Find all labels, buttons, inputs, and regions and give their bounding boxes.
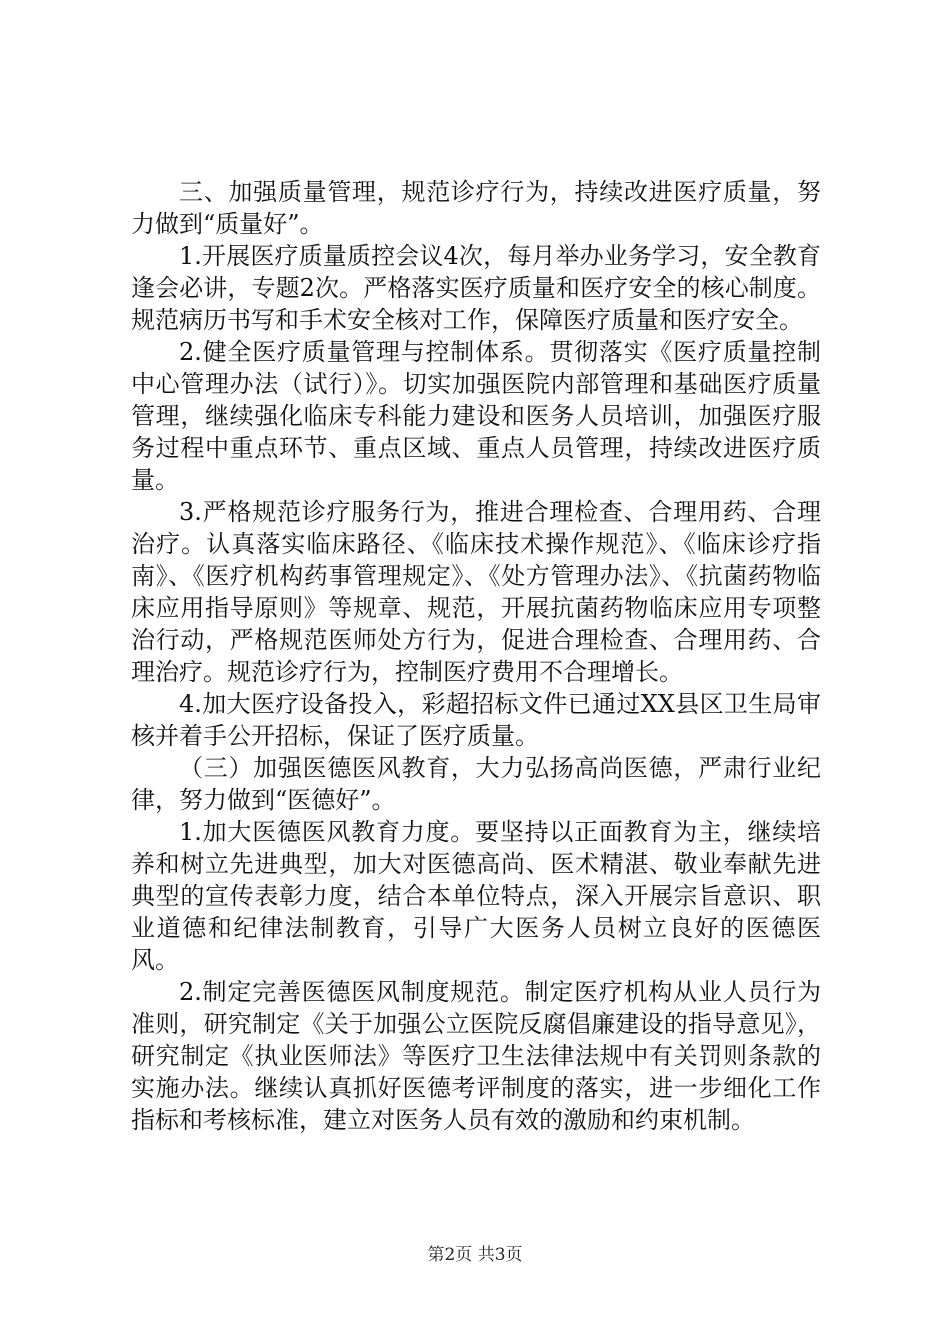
paragraph-quality-item-2: 2.健全医疗质量管理与控制体系。贯彻落实《医疗质量控制中心管理办法（试行）》。切实加强医院内部管理和基础医疗质量管理，继续强化临床专科能力建设和医务人员培训，加强医疗服务过程中重点环节、重点区域、重点人员管理，持续改进医疗质量。 bbox=[131, 338, 821, 494]
paragraph-ethics-item-1: 1.加大医德医风教育力度。要坚持以正面教育为主，继续培养和树立先进典型，加大对医德高尚、医术精湛、敬业奉献先进典型的宣传表彰力度，结合本单位特点，深入开展宗旨意识、职业道德和纪律法制教育，引导广大医务人员树立良好的医德医风。 bbox=[131, 818, 821, 974]
paragraph-quality-item-4: 4.加大医疗设备投入，彩超招标文件已通过XX县区卫生局审核并着手公开招标，保证了医疗质量。 bbox=[131, 690, 821, 750]
paragraph-quality-item-1: 1.开展医疗质量质控会议4次，每月举办业务学习，安全教育逢会必讲，专题2次。严格落实医疗质量和医疗安全的核心制度。规范病历书写和手术安全核对工作，保障医疗质量和医疗安全。 bbox=[131, 242, 821, 334]
section-heading-quality: 三、加强质量管理，规范诊疗行为，持续改进医疗质量，努力做到“质量好”。 bbox=[131, 178, 821, 238]
section-heading-ethics: （三）加强医德医风教育，大力弘扬高尚医德，严肃行业纪律，努力做到“医德好”。 bbox=[131, 754, 821, 814]
document-body bbox=[131, 176, 821, 1136]
paragraph-quality-item-3: 3.严格规范诊疗服务行为，推进合理检查、合理用药、合理治疗。认真落实临床路径、《临床技术操作规范》、《临床诊疗指南》、《医疗机构药事管理规定》、《处方管理办法》、《抗菌药物临床应用指导原则》等规章、规范，开展抗菌药物临床应用专项整治行动，严格规范医师处方行为，促进合理检查、合理用药、合理治疗。规范诊疗行为，控制医疗费用不合理增长。 bbox=[131, 498, 821, 686]
paragraph-ethics-item-2: 2.制定完善医德医风制度规范。制定医疗机构从业人员行为准则，研究制定《关于加强公立医院反腐倡廉建设的指导意见》，研究制定《执业医师法》等医疗卫生法律法规中有关罚则条款的实施办法。继续认真抓好医德考评制度的落实，进一步细化工作指标和考核标准，建立对医务人员有效的激励和约束机制。 bbox=[131, 978, 821, 1134]
page-number-footer: 第2页 共3页 bbox=[427, 1245, 523, 1265]
